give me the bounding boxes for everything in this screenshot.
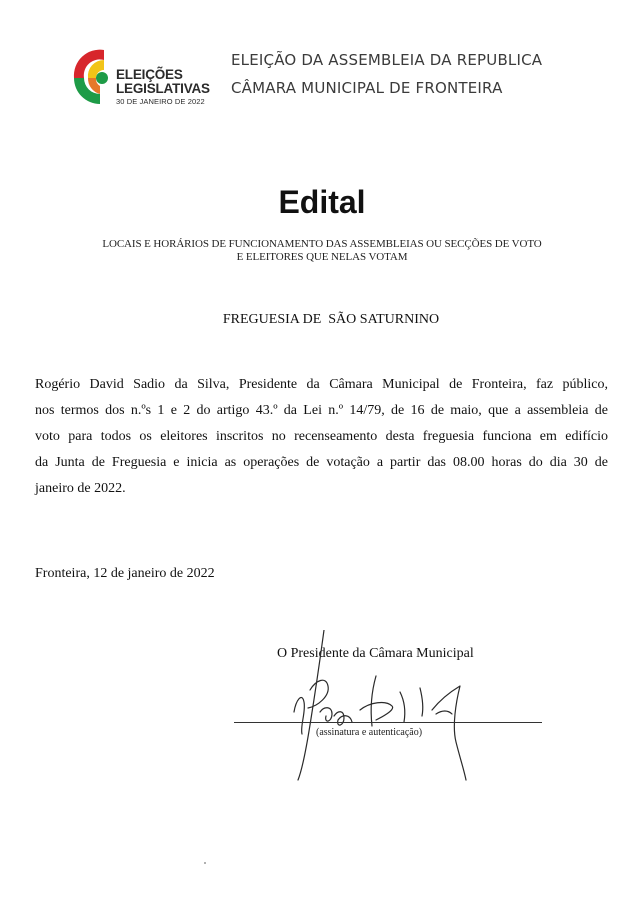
body-line-1: Rogério David Sadio da Silva, Presidente da Câmara Municipal de Fronteira, faz público,	[35, 377, 608, 392]
elections-logo	[70, 44, 220, 108]
logo-date: 30 DE JANEIRO DE 2022	[116, 97, 205, 106]
place-and-date: Fronteira, 12 de janeiro de 2022	[35, 566, 215, 581]
header-election-title: ELEIÇÃO DA ASSEMBLEIA DA REPUBLICA	[231, 51, 543, 69]
signatory-title: O Presidente da Câmara Municipal	[277, 646, 474, 661]
signature-caption: (assinatura e autenticação)	[316, 727, 423, 738]
body-line-4: da Junta de Freguesia e inicia as operações de votação a partir das 08.00 horas do dia 30 de	[35, 455, 608, 470]
subtitle-line-2: E ELEITORES QUE NELAS VOTAM	[236, 251, 408, 263]
signature-line	[234, 722, 542, 723]
elections-emblem-icon	[70, 44, 118, 108]
parish-heading: FREGUESIA DE SÃO SATURNINO	[222, 312, 440, 327]
logo-line-1: ELEIÇÕES	[116, 67, 183, 82]
logo-line-2: LEGISLATIVAS	[116, 81, 210, 96]
body-line-5: janeiro de 2022.	[35, 481, 126, 496]
handwritten-signature	[280, 630, 510, 790]
body-line-3: voto para todos os eleitores inscritos no recenseamento desta freguesia funciona em edifício	[35, 429, 608, 444]
body-line-2: nos termos dos n.ºs 1 e 2 do artigo 43.º da Lei n.º 14/79, de 16 de maio, que a assembleia de	[35, 403, 608, 418]
document-title: Edital	[278, 184, 366, 220]
header-municipality: CÂMARA MUNICIPAL DE FRONTEIRA	[231, 79, 503, 97]
scan-speck	[204, 862, 206, 864]
subtitle-line-1: LOCAIS E HORÁRIOS DE FUNCIONAMENTO DAS ASSEMBLEIAS OU SECÇÕES DE VOTO	[102, 238, 542, 250]
